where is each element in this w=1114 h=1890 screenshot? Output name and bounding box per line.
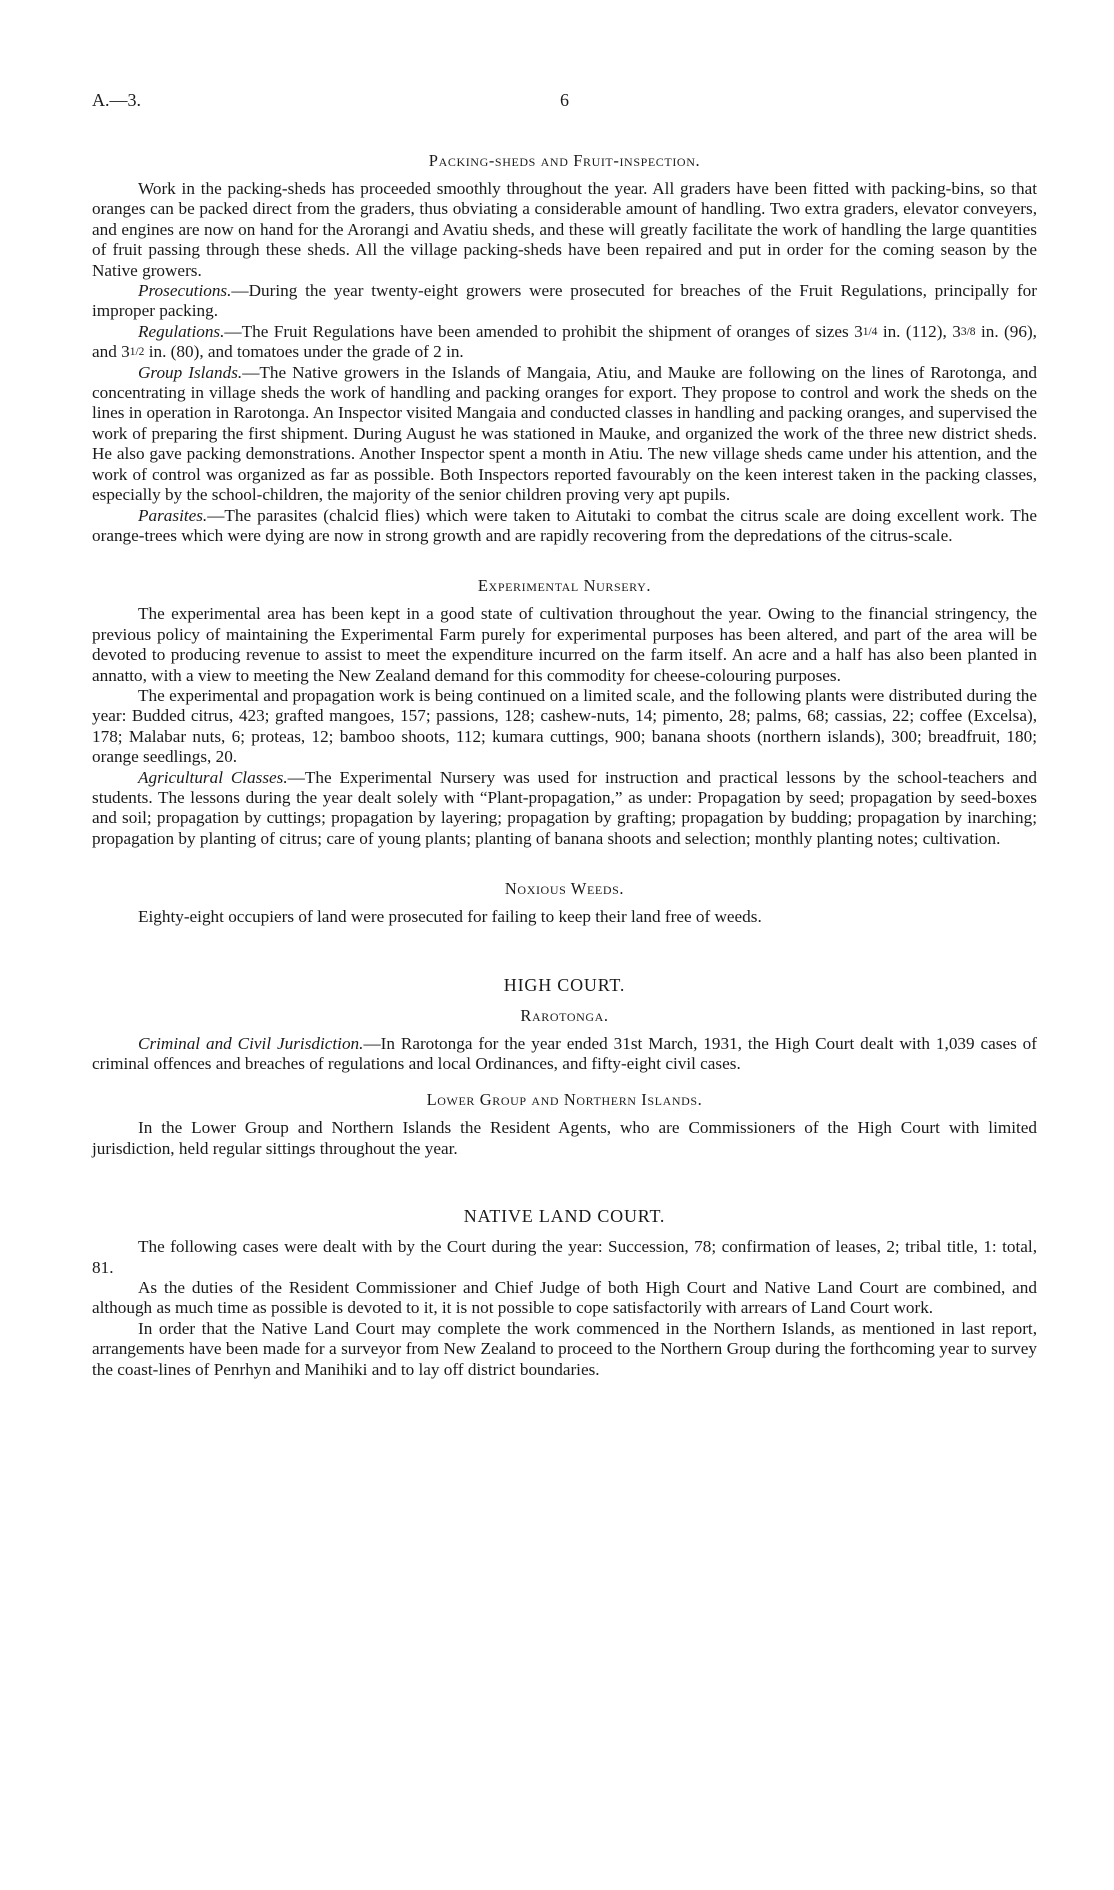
paragraph-jurisdiction (92, 1034, 1037, 1075)
spacer (92, 958, 1037, 974)
subheading-lower-group: Lower Group and Northern Islands. (426, 1090, 703, 1110)
spacer (92, 1074, 1037, 1090)
paragraph-agricultural-classes (92, 768, 1037, 850)
run-in-heading-parasites: Parasites. (138, 505, 208, 525)
section-heading-packing: Packing-sheds and Fruit-inspection. (428, 151, 701, 170)
spacer (92, 546, 1037, 576)
paragraph-prosecutions-text: —During the year twenty-eight growers were prosecuted for breaches of the Fruit Regulations, principally for improper packing. (92, 281, 1037, 321)
paragraph-prosecutions (92, 281, 1037, 322)
paragraph-regulations (92, 322, 1037, 363)
run-in-heading-group-islands: Group Islands. (138, 362, 243, 382)
run-in-heading-regulations: Regulations. (138, 321, 225, 341)
spacer (92, 1159, 1037, 1189)
spacer (92, 1189, 1037, 1205)
paragraph-group-islands (92, 363, 1037, 506)
subheading-rarotonga: Rarotonga. (520, 1005, 609, 1025)
paragraph-land-court-1: The following cases were dealt with by the Court during the year: Succession, 78; confirmation of leases, 2; tribal title, 1: total, 81. (92, 1237, 1037, 1277)
paragraph-lower-group: In the Lower Group and Northern Islands the Resident Agents, who are Commissioners of the High Court with limited jurisdiction, held regular sittings throughout the year. (92, 1118, 1037, 1158)
run-in-heading-jurisdiction: Criminal and Civil Jurisdiction. (138, 1033, 364, 1053)
paragraph-parasites (92, 506, 1037, 547)
regulations-text-3: in. (96), and 3 (92, 321, 1037, 362)
fraction-quarter: 1/4 (862, 325, 878, 338)
run-in-heading-agricultural: Agricultural Classes. (138, 767, 288, 787)
document-reference: A.—3. (92, 90, 141, 110)
regulations-text-4: in. (80), and tomatoes under the grade of 2 in. (144, 342, 464, 362)
fraction-three-eighths: 3/8 (960, 325, 976, 338)
paragraph-packing: Work in the packing-sheds has proceeded smoothly throughout the year. All graders have been fitted with packing-bins, so that oranges can be packed direct from the graders, thus obviating a considerable amount of handling. Two extra graders, elevator conveyers, and engines are now on hand for the Arorangi and Avatiu sheds, and these will greatly facilitate the work of handling the large quantities of fruit passing through these sheds. All the village packing-sheds have been repaired and put in order for the coming season by the Native growers. (92, 179, 1037, 280)
run-in-heading-prosecutions: Prosecutions. (138, 281, 232, 301)
paragraph-land-court-3: In order that the Native Land Court may complete the work commenced in the Northern Islands, as mentioned in last report, arrangements have been made for a surveyor from New Zealand to proceed to the Northern Group during the forthcoming year to survey the coast-lines of Penrhyn and Manihiki and to lay off district boundaries. (92, 1318, 1037, 1379)
page-number: 6 (560, 90, 569, 110)
page-content (92, 151, 1037, 1380)
spacer (92, 928, 1037, 958)
paragraph-nursery-2: The experimental and propagation work is being continued on a limited scale, and the following plants were distributed during the year: Budded citrus, 423; grafted mangoes, 157; passions, 128; cashew-nuts, 14; pimento, 28; palms, 68; cassias, 22; coffee (Excelsa), 178; Malabar nuts, 6; proteas, 12; bamboo shoots, 112; kumara cuttings, 900; banana shoots (northern islands), 300; breadfruit, 180; orange seedlings, 20. (92, 685, 1037, 767)
paragraph-group-islands-text: —The Native growers in the Islands of Mangaia, Atiu, and Mauke are following on the lines of Rarotonga, and concentrating in village sheds the work of handling and packing oranges for export. They propose to control and work the sheds on the lines in operation in Rarotonga. An Inspector visited Mangaia and conducted classes in handling and packing oranges, and supervised the work of preparing the first shipment. During August he was stationed in Mauke, and organized the work of the three new district sheds. He also gave packing demonstrations. Another Inspector spent a month in Atiu. The new village sheds came under his attention, and the work of control was organized as far as possible. Both Inspectors reported favourably on the keen interest taken in the packing classes, especially by the school-children, the majority of the senior children proving very apt pupils. (92, 362, 1038, 505)
section-heading-weeds: Noxious Weeds. (504, 879, 625, 899)
paragraph-jurisdiction-text: —In Rarotonga for the year ended 31st March, 1931, the High Court dealt with 1,039 cases of criminal offences and breaches of regulations and local Ordinances, and fifty-eight civil cases. (92, 1033, 1038, 1073)
paragraph-land-court-2: As the duties of the Resident Commissioner and Chief Judge of both High Court and Native Land Court are combined, and although as much time as possible is devoted to it, it is not possible to cope satisfactorily with arrears of Land Court work. (92, 1278, 1037, 1318)
spacer (92, 849, 1037, 879)
paragraph-agricultural-text: —The Experimental Nursery was used for instruction and practical lessons by the school-teachers and students. The lessons during the year dealt solely with “Plant-propagation,” as under: Propagation by seed; propagation by seed-boxes and soil; propagation by cuttings; propagation by layering; propagation by grafting; propagation by budding; propagation by inarching; propagation by planting of citrus; care of young plants; planting of banana shoots and selection; monthly planting notes; cultivation. (92, 767, 1037, 848)
paragraph-weeds: Eighty-eight occupiers of land were prosecuted for failing to keep their land free of weeds. (138, 907, 762, 927)
paragraph-parasites-text: —The parasites (chalcid flies) which were taken to Aitutaki to combat the citrus scale are doing excellent work. The orange-trees which were dying are now in strong growth and are rapidly recovering from the depredations of the citrus-scale. (92, 505, 1037, 545)
regulations-text-2: in. (112), 3 (877, 321, 961, 341)
section-heading-native-land-court: NATIVE LAND COURT. (463, 1206, 666, 1227)
regulations-text-1: —The Fruit Regulations have been amended to prohibit the shipment of oranges of sizes 3 (224, 321, 863, 341)
section-heading-nursery: Experimental Nursery. (477, 576, 652, 596)
fraction-half: 1/2 (129, 346, 145, 359)
page-header (92, 90, 1037, 114)
paragraph-nursery-1: The experimental area has been kept in a good state of cultivation throughout the year. Owing to the financial stringency, the previous policy of maintaining the Experimental Farm purely for experimental purposes has been altered, and part of the area will be devoted to producing revenue to assist to meet the expenditure incurred on the farm itself. An acre and a half has also been planted in annatto, with a view to meeting the New Zealand demand for this commodity for cheese-colouring purposes. (92, 604, 1037, 685)
section-heading-high-court: HIGH COURT. (503, 974, 626, 995)
